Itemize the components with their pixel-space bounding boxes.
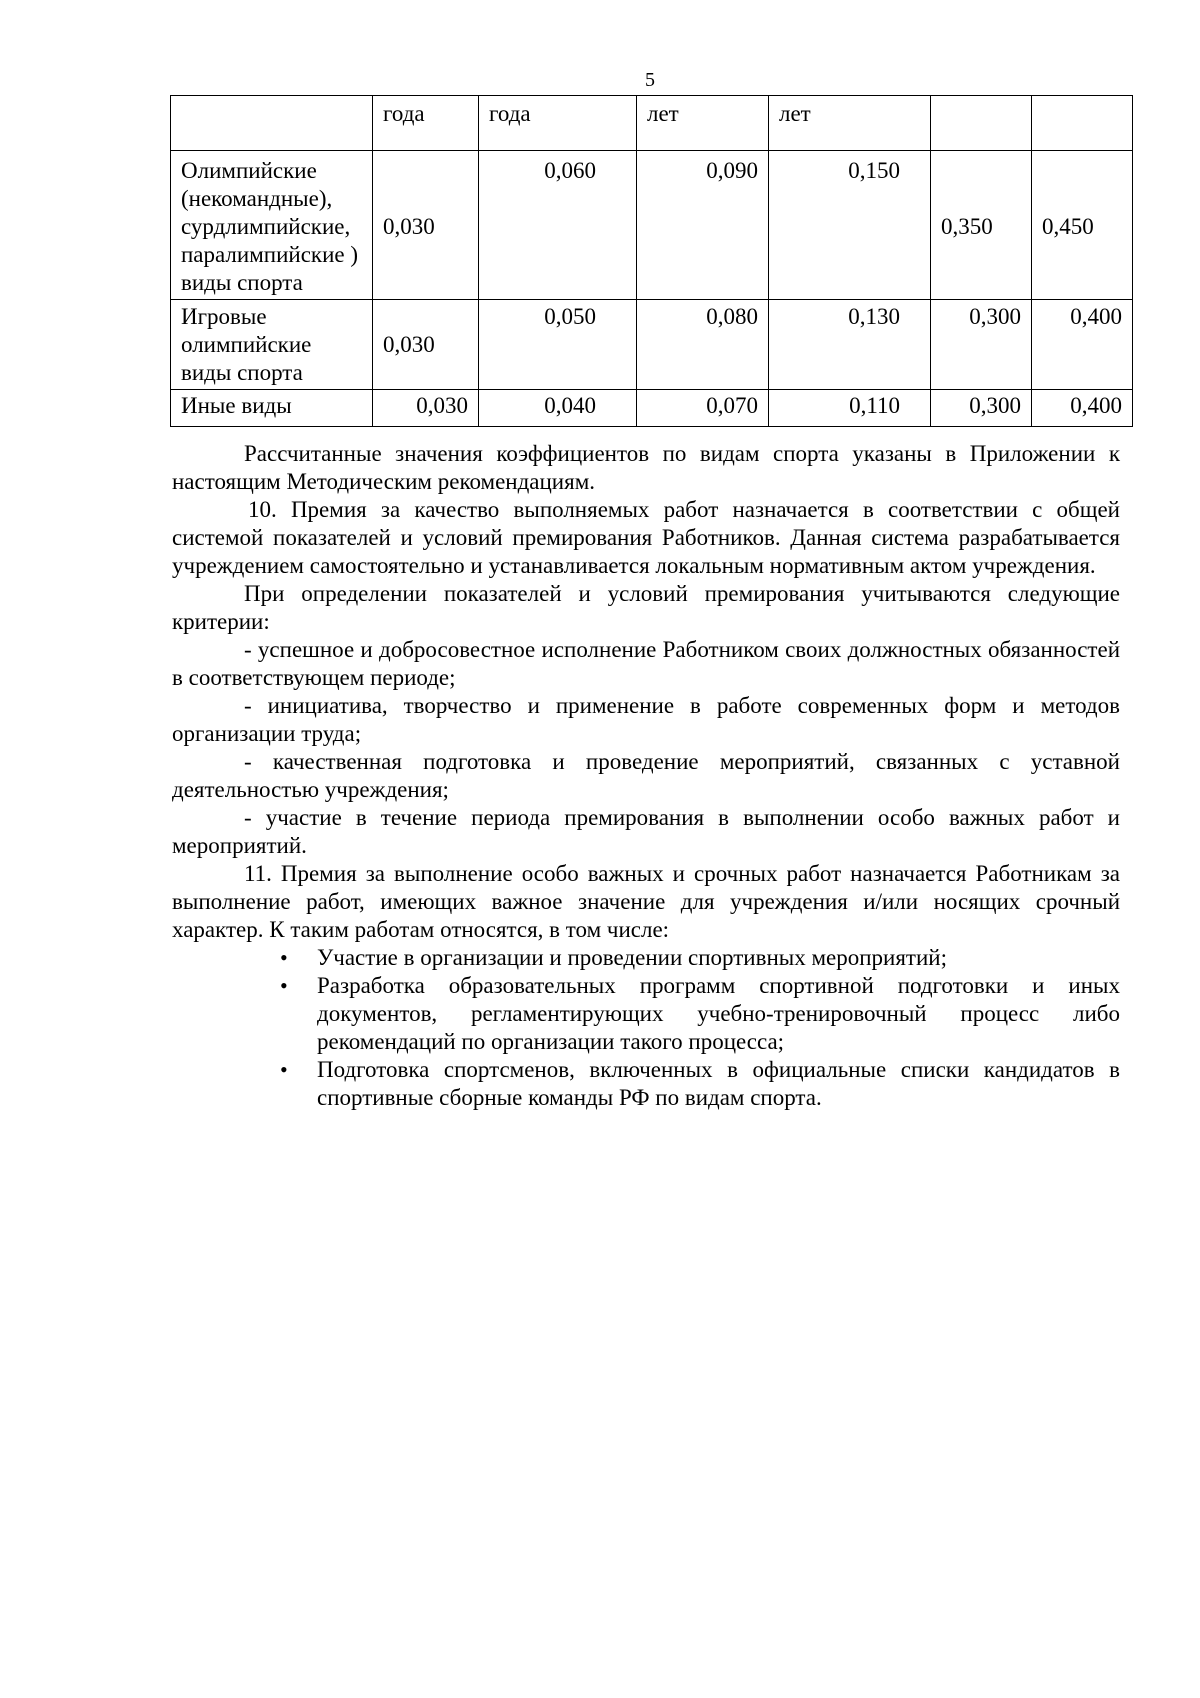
document-body bbox=[172, 440, 1120, 1112]
table-header-cell: года bbox=[373, 96, 479, 151]
table-row bbox=[171, 390, 1133, 427]
paragraph-criterion: - успешное и добросовестное исполнение Работником своих должностных обязанностей в соответствующем периоде; bbox=[172, 637, 1120, 690]
table-header-cell bbox=[931, 96, 1032, 151]
paragraph-criteria-intro: При определении показателей и условий премирования учитываются следующие критерии: bbox=[172, 581, 1120, 634]
table-cell: 0,300 bbox=[931, 300, 1032, 390]
table-cell: 0,070 bbox=[637, 390, 769, 427]
table-header-cell bbox=[1032, 96, 1133, 151]
paragraph-criterion: - инициатива, творчество и применение в работе современных форм и методов организации труда; bbox=[172, 693, 1120, 746]
list-item-text: Подготовка спортсменов, включенных в официальные списки кандидатов в спортивные сборные команды РФ по видам спорта. bbox=[317, 1057, 1120, 1110]
table-cell: 0,080 bbox=[637, 300, 769, 390]
bullet-icon: • bbox=[280, 945, 288, 970]
bullet-icon: • bbox=[280, 1057, 288, 1082]
table-header-cell: года bbox=[479, 96, 637, 151]
table-cell: 0,130 bbox=[769, 300, 931, 390]
row-label: Иные виды bbox=[171, 390, 373, 427]
table-row bbox=[171, 151, 1133, 300]
table-cell: 0,030 bbox=[373, 390, 479, 427]
paragraph-item-11: 11. Премия за выполнение особо важных и срочных работ назначается Работникам за выполнение работ, имеющих важное значение для учреждения и/или носящих срочный характер. К таким работам относятся, в том числе: bbox=[172, 861, 1120, 942]
table-cell: 0,090 bbox=[637, 151, 769, 300]
table-cell: 0,110 bbox=[769, 390, 931, 427]
coefficient-table bbox=[170, 95, 1133, 427]
table-header-row bbox=[171, 96, 1133, 151]
table-header-cell bbox=[171, 96, 373, 151]
paragraph-criterion: - качественная подготовка и проведение мероприятий, связанных с уставной деятельностью учреждения; bbox=[172, 749, 1120, 802]
paragraph-criterion: - участие в течение периода премирования в выполнении особо важных работ и мероприятий. bbox=[172, 805, 1120, 858]
paragraph-coefficients-note: Рассчитанные значения коэффициентов по видам спорта указаны в Приложении к настоящим Методическим рекомендациям. bbox=[172, 441, 1120, 494]
table-cell: 0,400 bbox=[1032, 390, 1133, 427]
list-item bbox=[172, 1056, 1120, 1112]
table-cell: 0,350 bbox=[931, 151, 1032, 300]
table-cell: 0,450 bbox=[1032, 151, 1133, 300]
table-cell: 0,030 bbox=[373, 151, 479, 300]
row-label: Олимпийские (некомандные), сурдлимпийские, паралимпийские ) виды спорта bbox=[171, 151, 373, 300]
table-cell: 0,050 bbox=[479, 300, 637, 390]
row-label: Игровые олимпийские виды спорта bbox=[171, 300, 373, 390]
list-item-text: Участие в организации и проведении спортивных мероприятий; bbox=[317, 945, 947, 970]
table-cell: 0,400 bbox=[1032, 300, 1133, 390]
paragraph-item-10: 10. Премия за качество выполняемых работ назначается в соответствии с общей системой показателей и условий премирования Работников. Данная система разрабатывается учреждением самостоятельно и устанавливается локальным нормативным актом учреждения. bbox=[172, 497, 1120, 578]
table-row bbox=[171, 300, 1133, 390]
table-header-cell: лет bbox=[769, 96, 931, 151]
bullet-list bbox=[172, 944, 1120, 1112]
table-header-cell: лет bbox=[637, 96, 769, 151]
table-cell: 0,300 bbox=[931, 390, 1032, 427]
page-number: 5 bbox=[645, 69, 655, 91]
list-item-text: Разработка образовательных программ спортивной подготовки и иных документов, регламентирующих учебно-тренировочный процесс либо рекомендаций по организации такого процесса; bbox=[317, 973, 1120, 1054]
table-cell: 0,040 bbox=[479, 390, 637, 427]
table-cell: 0,060 bbox=[479, 151, 637, 300]
bullet-icon: • bbox=[280, 973, 288, 998]
list-item bbox=[172, 944, 1120, 972]
table-cell: 0,030 bbox=[373, 300, 479, 390]
table-cell: 0,150 bbox=[769, 151, 931, 300]
list-item bbox=[172, 972, 1120, 1056]
